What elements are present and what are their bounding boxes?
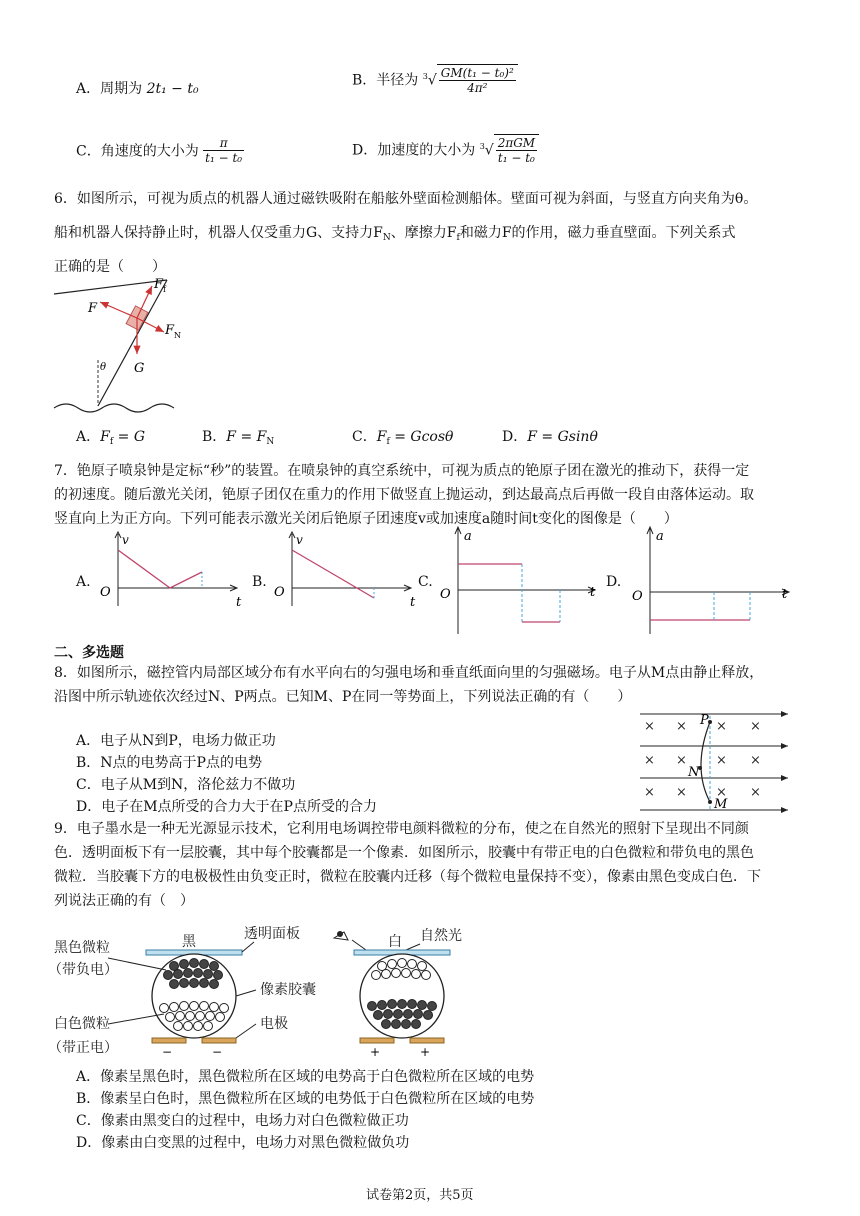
- q6-option-a-rest: = G: [113, 429, 146, 445]
- q8-stem-line1: 8．如图所示，磁控管内局部区域分布有水平向右的匀强电场和垂直纸面向里的匀强磁场。电子从M点由静止释放，: [54, 665, 764, 681]
- q6-option-c-label: C．: [352, 429, 377, 445]
- q7-graph-b: [270, 528, 420, 612]
- q7-graph-a: [96, 528, 246, 612]
- q9-white-particle-leader: [108, 1014, 164, 1024]
- q5-option-b: [352, 64, 518, 95]
- q5-option-b-den: 4π²: [467, 81, 488, 95]
- q9-figure: [48, 914, 488, 1064]
- q9-light-arrow: [406, 944, 420, 950]
- q7-graph-d: [628, 524, 798, 636]
- q9-stem-line1: 9．电子墨水是一种无光源显示技术，它利用电场调控带电颜料微粒的分布，使之在自然光的照射下呈现出不同颜: [54, 821, 749, 837]
- q5-option-a-math: 2t₁ − t₀: [146, 81, 199, 97]
- q6-stem-sub-f: f: [456, 233, 460, 243]
- q7-stem-line2: 的初速度。随后激光关闭，铯原子团仅在重力的作用下做竖直上抛运动，到达最高点后再做一段自由落体运动。取: [54, 487, 754, 503]
- q7-graph-a-label: A.: [76, 574, 91, 590]
- q7-graph-c: [436, 524, 606, 636]
- q6-label-ff-sub: f: [163, 285, 166, 294]
- q9-stem-line3: 微粒．当胶囊下方的电极极性由负变正时，微粒在胶囊内迁移（每个微粒电量保持不变），像素由黑色变成白色．下: [54, 869, 761, 885]
- q7-b-origin: O: [274, 585, 285, 600]
- q5-option-d-root-index: 3: [479, 141, 485, 151]
- q8-cross-8: ×: [750, 753, 761, 768]
- q9-option-c: C．像素由黑变白的过程中，电场力对白色微粒做正功: [76, 1113, 409, 1129]
- q9-label-white: 白: [388, 934, 402, 950]
- q5-option-b-num: GM(t₁ − t₀)²: [440, 66, 514, 80]
- q8-option-a: A．电子从N到P，电场力做正功: [76, 733, 276, 749]
- q6-water: [54, 404, 174, 412]
- q7-stem-line3: 竖直向上为正方向。下列可能表示激光关闭后铯原子团速度v或加速度a随时间t变化的图像是（ ）: [54, 511, 678, 527]
- q6-stem-line2-a: 船和机器人保持静止时，机器人仅受重力G、支持力F: [54, 225, 383, 241]
- section-multiple-choice-title: 二、多选题: [54, 645, 124, 661]
- q6-option-a-label: A．: [76, 429, 101, 445]
- q8-cross-5: ×: [644, 753, 655, 768]
- q8-option-b: B．N点的电势高于P点的电势: [76, 755, 262, 771]
- q5-option-d-text: D．加速度的大小为: [352, 142, 476, 159]
- q8-crosses: [644, 719, 761, 800]
- q6-label-fn: F: [165, 323, 175, 338]
- q6-option-c-rest: = Gcosθ: [389, 429, 454, 445]
- q7-b-curve: [292, 550, 374, 598]
- q6-stem-line2: [54, 220, 736, 251]
- q5-option-b-root: $^3$√ $\frac{\text{GM(t₁ − t₀)²}}{\text{4π²}}$: [423, 64, 518, 95]
- q9-label-neg-charge: （带负电）: [48, 962, 118, 978]
- q7-a-origin: O: [100, 585, 111, 600]
- q9-label-capsule: 像素胶囊: [260, 982, 316, 998]
- q8-cross-3: ×: [716, 719, 727, 734]
- q9-right-plus-2: +: [420, 1045, 431, 1059]
- q9-left-electrode-1: [152, 1038, 186, 1043]
- q6-stem-sub-n: N: [382, 233, 391, 243]
- q9-right-electrode-2: [410, 1038, 444, 1043]
- q9-right-electrode-1: [360, 1038, 394, 1043]
- q7-d-ylabel: a: [656, 529, 664, 544]
- q7-c-ylabel: a: [464, 529, 472, 544]
- q6-arrow-f: [100, 302, 137, 318]
- q5-option-b-text: B．半径为: [352, 72, 419, 89]
- q7-a-curve: [118, 550, 202, 588]
- q9-stem-line4: 列说法正确的有（ ）: [54, 893, 194, 909]
- q8-cross-4: ×: [750, 719, 761, 734]
- q6-stem-line1: 6．如图所示，可视为质点的机器人通过磁铁吸附在船舷外壁面检测船体。壁面可视为斜面，与竖直方向夹角为θ。: [54, 191, 758, 207]
- q7-b-ylabel: v: [296, 533, 303, 547]
- q9-label-white-particle: 白色微粒: [54, 1016, 110, 1032]
- q8-cross-11: ×: [716, 785, 727, 800]
- q6-label-theta: θ: [100, 362, 107, 373]
- q9-panel-leader: [242, 942, 254, 952]
- q6-stem-line3: 正确的是（ ）: [54, 259, 166, 275]
- q8-point-m: [708, 800, 712, 804]
- q6-option-b-math: F = F: [226, 429, 267, 445]
- q9-left-minus-2: −: [212, 1045, 223, 1059]
- q8-cross-6: ×: [676, 753, 687, 768]
- q8-option-d: D．电子在M点所受的合力大于在P点所受的合力: [76, 799, 377, 815]
- q9-label-panel: 透明面板: [244, 926, 300, 942]
- q7-d-xlabel: t: [782, 587, 788, 602]
- q9-label-black: 黑: [182, 934, 196, 950]
- q6-label-f: F: [88, 301, 98, 316]
- page-footer: 试卷第2页，共5页: [366, 1188, 474, 1203]
- q5-option-c-num: π: [203, 136, 244, 151]
- q5-option-c-text: C．角速度的大小为: [76, 143, 199, 160]
- q8-option-c: C．电子从M到N，洛伦兹力不做功: [76, 777, 296, 793]
- q9-eye-pupil-icon: [337, 931, 343, 937]
- q6-ship-deck: [54, 280, 167, 294]
- q7-graph-c-label: C.: [418, 574, 433, 590]
- q9-label-light: 自然光: [420, 928, 462, 944]
- q8-label-p: P: [700, 713, 709, 728]
- q6-option-d: [502, 426, 598, 446]
- q7-a-ylabel: v: [122, 533, 129, 547]
- q6-option-c: [352, 426, 453, 447]
- q6-option-d-math: F = Gsinθ: [527, 429, 598, 445]
- q5-option-c-den: t₁ − t₀: [205, 151, 243, 165]
- q9-label-black-particle: 黑色微粒: [54, 940, 110, 956]
- q5-option-d: D．加速度的大小为 $^3$√ $\frac{\text{2πGM}}{\text{t₁ − t₀}}$: [352, 134, 539, 165]
- q6-option-c-sub: f: [386, 437, 390, 447]
- q9-option-d: D．像素由白变黑的过程中，电场力对黑色微粒做负功: [76, 1135, 410, 1151]
- q8-figure: [636, 706, 796, 816]
- q9-label-pos-charge: （带正电）: [48, 1040, 118, 1056]
- q8-stem-line2: 沿图中所示轨迹依次经过N、P两点。已知M、P在同一等势面上，下列说法正确的有（ ）: [54, 689, 632, 705]
- q7-graph-d-label: D.: [606, 574, 622, 590]
- q8-cross-9: ×: [644, 785, 655, 800]
- q6-option-b-label: B．: [202, 429, 227, 445]
- q5-option-a: [76, 78, 199, 98]
- q9-reflect-arrow: [352, 940, 366, 950]
- q8-cross-7: ×: [716, 753, 727, 768]
- q8-label-m: M: [714, 797, 728, 812]
- q8-cross-12: ×: [750, 785, 761, 800]
- q6-option-c-math: F: [376, 429, 387, 445]
- q9-left-minus-1: −: [162, 1045, 173, 1059]
- q8-trajectory: [701, 722, 710, 802]
- q9-right-plus-1: +: [370, 1045, 381, 1059]
- q6-option-d-label: D．: [502, 429, 528, 445]
- q7-c-xlabel: t: [590, 585, 596, 600]
- q6-option-a-math: F: [100, 429, 110, 445]
- q6-label-g: G: [134, 361, 145, 376]
- q5-option-d-den: t₁ − t₀: [497, 151, 535, 165]
- q9-label-electrode: 电极: [260, 1016, 288, 1032]
- q5-option-d-num: 2πGM: [497, 136, 536, 150]
- q9-capsule-leader: [236, 990, 256, 996]
- q7-a-xlabel: t: [236, 595, 242, 610]
- q7-stem-line1: 7．铯原子喷泉钟是定标“秒”的装置。在喷泉钟的真空系统中，可视为质点的铯原子团在激光的推动下，获得一定: [54, 463, 750, 479]
- q9-electrode-leader: [236, 1024, 256, 1038]
- q7-graph-b-label: B.: [252, 574, 267, 590]
- q6-figure: [50, 276, 180, 412]
- q6-option-a: [76, 426, 145, 447]
- q7-c-origin: O: [440, 587, 451, 602]
- q8-cross-2: ×: [676, 719, 687, 734]
- q8-label-n: N: [688, 765, 700, 780]
- q6-option-b: [202, 426, 274, 447]
- q6-label-ff: F: [154, 277, 164, 292]
- q9-left-electrode-2: [202, 1038, 236, 1043]
- q6-stem-line2-b: 、摩擦力F: [390, 225, 457, 241]
- q7-b-xlabel: t: [410, 595, 416, 610]
- q6-option-a-sub: f: [109, 437, 114, 447]
- q8-cross-1: ×: [644, 719, 655, 734]
- q7-d-origin: O: [632, 589, 643, 604]
- q9-option-b: B．像素呈白色时，黑色微粒所在区域的电势低于白色微粒所在区域的电势: [76, 1091, 535, 1107]
- q9-option-a: A．像素呈黑色时，黑色微粒所在区域的电势高于白色微粒所在区域的电势: [76, 1069, 535, 1085]
- q6-ship-wall: [98, 280, 167, 406]
- q5-option-b-root-index: 3: [422, 71, 428, 81]
- q5-option-a-text: A．周期为: [76, 81, 143, 97]
- q6-option-b-sub: N: [266, 437, 275, 447]
- q8-cross-10: ×: [676, 785, 687, 800]
- q6-label-fn-sub: N: [174, 331, 181, 340]
- q5-option-c: [76, 136, 244, 165]
- q9-stem-line2: 色．透明面板下有一层胶囊，其中每个胶囊都是一个像素．如图所示，胶囊中有带正电的白色微粒和带负电的黑色: [54, 845, 754, 861]
- q6-stem-line2-c: 和磁力F的作用，磁力垂直壁面。下列关系式: [459, 225, 736, 241]
